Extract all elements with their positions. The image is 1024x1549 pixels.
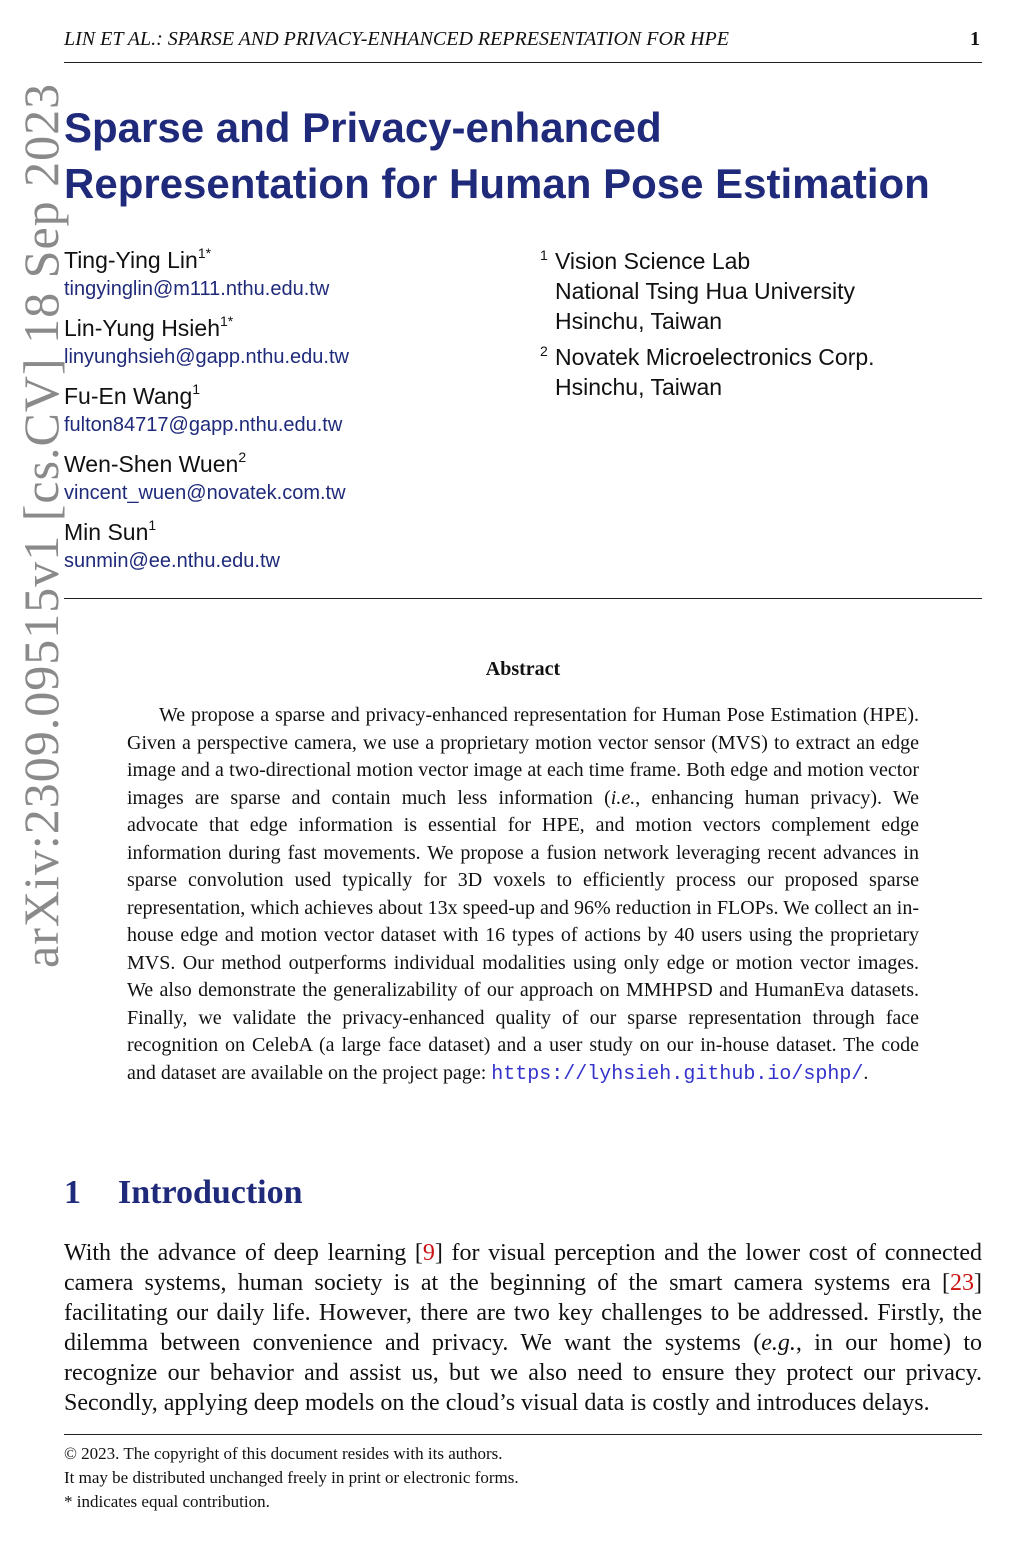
affiliation-list [540,246,980,408]
affiliation-line: Novatek Microelectronics Corp. [555,344,875,370]
affiliation-line: Hsinchu, Taiwan [555,374,723,400]
copyright-notice: © 2023. The copyright of this document resides with its authors. [64,1444,503,1463]
title-line-2: Representation for Human Pose Estimation [64,160,930,207]
abstract-heading: Abstract [485,658,561,680]
affiliation-entry [540,342,980,402]
affiliation-marker: 1 [540,247,548,263]
author-entry [64,382,524,440]
running-title: LIN ET AL.: SPARSE AND PRIVACY-ENHANCED REPRESENTATION FOR HPE [64,28,729,50]
equal-contribution-note: * indicates equal contribution. [64,1492,270,1511]
section-title: Introduction [118,1174,303,1211]
author-entry [64,518,524,576]
author-name: Min Sun$^1$ [64,517,157,545]
author-marker: 1* [220,313,234,329]
author-name: Lin-Yung Hsieh$^{1*}$ [64,313,234,341]
author-email-link[interactable]: sunmin@ee.nthu.edu.tw [64,550,280,572]
author-entry [64,450,524,508]
introduction-paragraph: With the advance of deep learning [9] for visual perception and the lower cost of connected camera systems, human society is at the beginning of the smart camera systems era [23] facilitating our daily life. However, there are two key challenges to be addressed. Firstly, the dilemma between convenience and privacy. We want the systems (e.g., in our home) to recognize our behavior and assist us, but we also need to ensure they protect our privacy. Secondly, applying deep models on the cloud’s visual data is costly and introduces delays. [64,1240,983,1416]
section-heading-introduction [64,1174,303,1212]
citation-link[interactable]: 9 [422,1240,435,1266]
footnotes [64,1442,982,1514]
author-email-link[interactable]: vincent_wuen@novatek.com.tw [64,482,346,504]
arxiv-identifier-stamp[interactable]: arXiv:2309.09515v1 [cs.CV] 18 Sep 2023 [13,82,69,968]
author-entry [64,246,524,304]
footnote-divider [64,1434,982,1435]
affiliation-line: Hsinchu, Taiwan [555,308,723,334]
abstract-text: We propose a sparse and privacy-enhanced representation for Human Pose Estimation (HPE). Given a perspective camera, we use a proprietary motion vector sensor (MVS) to extract an edge image and a two-directional motion vector image at each time frame. Both edge and motion vector images are sparse and contain much less information (i.e., enhancing human privacy). We advocate that edge information is essential for HPE, and motion vectors complement edge information during fast movements. We propose a fusion network leveraging recent advances in sparse convolution used typically for 3D voxels to efficiently process our proposed sparse representation, which achieves about 13x speed-up and 96% reduction in FLOPs. We collect an in-house edge and motion vector dataset with 16 types of actions by 40 users using the proprietary MVS. Our method outperforms individual modalities using only edge or motion vector images. We also demonstrate the generalizability of our approach on MMHPSD and HumanEva datasets. Finally, we validate the privacy-enhanced quality of our sparse representation through face recognition on CelebA (a large face dataset) and a user study on our in-house dataset. The code and dataset are available on the project page: https://lyhsieh.github.io/sphp/. [127,704,919,1086]
citation-link[interactable]: 23 [950,1270,974,1296]
author-entry [64,314,524,372]
author-list [64,246,524,586]
distribution-notice: It may be distributed unchanged freely in print or electronic forms. [64,1468,519,1487]
project-url-link[interactable]: https://lyhsieh.github.io/sphp/ [491,1062,864,1086]
author-name: Ting-Ying Lin$^{1*}$ [64,245,212,273]
paper-title [64,100,984,212]
author-marker: 1 [148,517,157,533]
page-number: 1 [970,28,980,50]
running-header [64,28,982,63]
affiliation-entry [540,246,980,336]
author-email-link[interactable]: linyunghsieh@gapp.nthu.edu.tw [64,346,349,368]
affiliation-line: National Tsing Hua University [555,278,855,304]
author-name: Fu-En Wang$^1$ [64,381,201,409]
header-divider [64,598,982,599]
author-email-link[interactable]: tingyinglin@m111.nthu.edu.tw [64,278,330,300]
author-marker: 2 [238,449,247,465]
affiliation-marker: 2 [540,343,548,359]
affiliation-line: Vision Science Lab [555,248,751,274]
author-name: Wen-Shen Wuen$^2$ [64,449,247,477]
section-number: 1 [64,1174,81,1211]
author-marker: 1 [192,381,201,397]
title-line-1: Sparse and Privacy-enhanced [64,104,662,151]
author-marker: 1* [197,245,212,261]
author-email-link[interactable]: fulton84717@gapp.nthu.edu.tw [64,414,343,436]
